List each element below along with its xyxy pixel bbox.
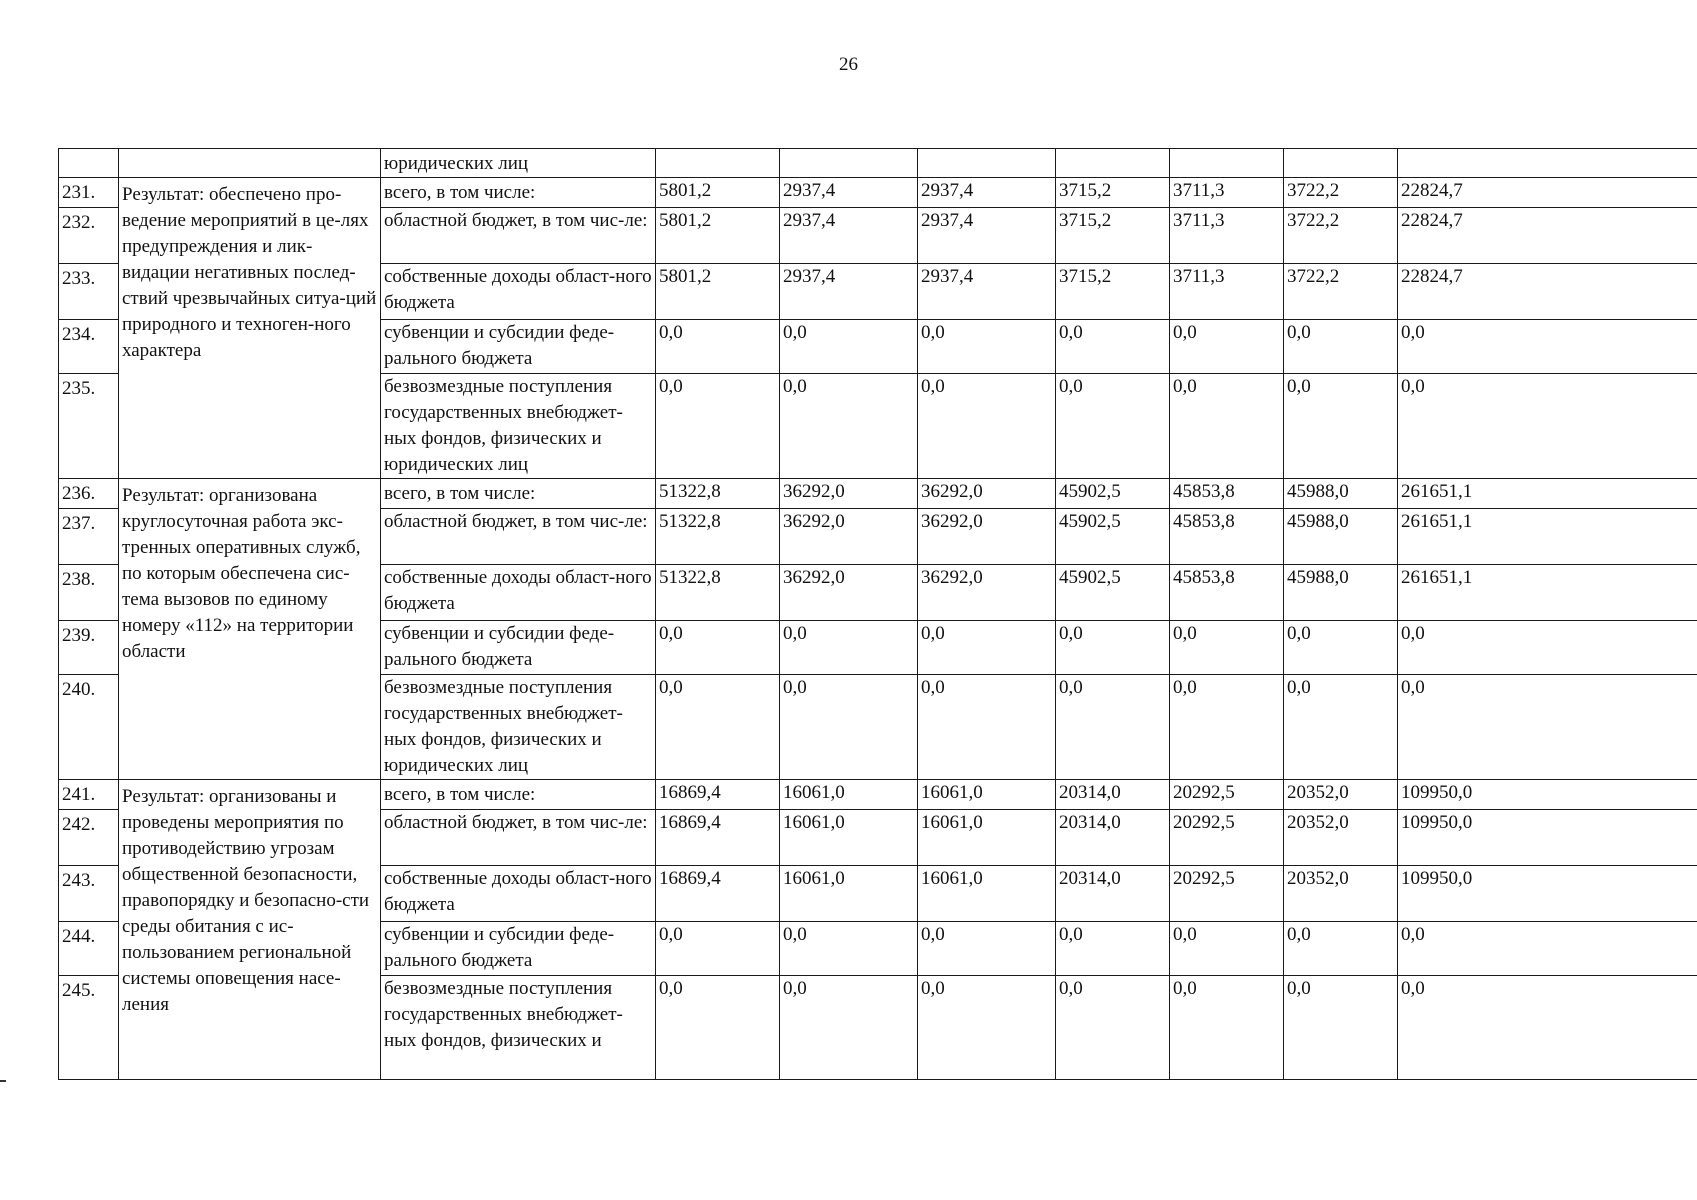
value-cell: 45902,5 <box>1056 479 1170 509</box>
value-cell: 0,0 <box>1056 976 1170 1080</box>
value-cell: 22824,7 <box>1398 264 1697 320</box>
row-number-cell: 237. <box>59 509 119 565</box>
value-cell: 0,0 <box>780 922 918 976</box>
source-cell: собственные доходы област-ного бюджета <box>381 565 656 621</box>
value-cell: 16061,0 <box>918 810 1056 866</box>
value-cell: 0,0 <box>1284 621 1398 675</box>
value-cell <box>780 149 918 178</box>
row-number-cell: 245. <box>59 976 119 1080</box>
value-cell: 0,0 <box>1170 976 1284 1080</box>
value-cell: 16061,0 <box>780 810 918 866</box>
result-cell: Результат: организованы и проведены мероприятия по противодействию угрозам общественной безопасности, правопорядку и безопасно-сти среды обитания с ис-пользованием региональной системы оповещения насе-ления <box>119 780 381 1080</box>
value-cell: 109950,0 <box>1398 780 1697 810</box>
row-number-cell: 239. <box>59 621 119 675</box>
row-number-cell: 241. <box>59 780 119 810</box>
value-cell: 0,0 <box>1398 976 1697 1080</box>
value-cell: 36292,0 <box>918 565 1056 621</box>
value-cell: 3711,3 <box>1170 208 1284 264</box>
value-cell: 36292,0 <box>780 565 918 621</box>
value-cell: 3722,2 <box>1284 178 1398 208</box>
source-cell: субвенции и субсидии феде-рального бюджета <box>381 621 656 675</box>
value-cell: 5801,2 <box>656 208 780 264</box>
row-number-cell: 231. <box>59 178 119 208</box>
value-cell: 261651,1 <box>1398 479 1697 509</box>
value-cell: 0,0 <box>1284 976 1398 1080</box>
value-cell: 2937,4 <box>918 264 1056 320</box>
value-cell: 45988,0 <box>1284 509 1398 565</box>
value-cell: 51322,8 <box>656 509 780 565</box>
value-cell: 0,0 <box>1170 320 1284 374</box>
value-cell: 3711,3 <box>1170 178 1284 208</box>
value-cell: 45988,0 <box>1284 565 1398 621</box>
row-number-cell: 236. <box>59 479 119 509</box>
row-number-cell: 240. <box>59 675 119 780</box>
value-cell: 0,0 <box>1056 675 1170 780</box>
value-cell: 0,0 <box>1284 374 1398 479</box>
value-cell: 16869,4 <box>656 780 780 810</box>
value-cell <box>918 149 1056 178</box>
table-body <box>59 149 1697 1080</box>
source-cell: собственные доходы област-ного бюджета <box>381 866 656 922</box>
value-cell: 16061,0 <box>918 780 1056 810</box>
value-cell: 20352,0 <box>1284 810 1398 866</box>
value-cell: 36292,0 <box>780 479 918 509</box>
table-row <box>59 780 1697 810</box>
value-cell: 16869,4 <box>656 866 780 922</box>
value-cell: 0,0 <box>1056 621 1170 675</box>
value-cell: 0,0 <box>1284 320 1398 374</box>
value-cell <box>1284 149 1398 178</box>
value-cell: 51322,8 <box>656 479 780 509</box>
value-cell: 16061,0 <box>918 866 1056 922</box>
source-cell: безвозмездные поступления государственных внебюджет-ных фондов, физических и юридических лиц <box>381 374 656 479</box>
table-row <box>59 178 1697 208</box>
value-cell: 0,0 <box>1398 374 1697 479</box>
value-cell: 20352,0 <box>1284 866 1398 922</box>
value-cell: 0,0 <box>656 320 780 374</box>
value-cell: 0,0 <box>780 320 918 374</box>
result-cell <box>119 149 381 178</box>
value-cell: 0,0 <box>918 922 1056 976</box>
value-cell: 20292,5 <box>1170 810 1284 866</box>
value-cell: 2937,4 <box>918 178 1056 208</box>
value-cell: 2937,4 <box>780 208 918 264</box>
source-cell: безвозмездные поступления государственных внебюджет-ных фондов, физических и юридических лиц <box>381 675 656 780</box>
value-cell: 0,0 <box>1398 675 1697 780</box>
value-cell: 0,0 <box>1284 922 1398 976</box>
source-cell: всего, в том числе: <box>381 479 656 509</box>
value-cell: 109950,0 <box>1398 866 1697 922</box>
value-cell: 3722,2 <box>1284 264 1398 320</box>
source-cell: всего, в том числе: <box>381 178 656 208</box>
value-cell: 16061,0 <box>780 780 918 810</box>
value-cell: 0,0 <box>780 675 918 780</box>
page-number: 26 <box>839 54 858 75</box>
result-cell: Результат: обеспечено про-ведение мероприятий в це-лях предупреждения и лик-видации негативных послед-ствий чрезвычайных ситуа-ций природного и техноген-ного характера <box>119 178 381 479</box>
value-cell: 0,0 <box>918 621 1056 675</box>
value-cell: 20292,5 <box>1170 866 1284 922</box>
value-cell: 45902,5 <box>1056 565 1170 621</box>
value-cell: 3715,2 <box>1056 178 1170 208</box>
value-cell: 0,0 <box>1056 374 1170 479</box>
value-cell: 0,0 <box>780 621 918 675</box>
budget-table <box>58 148 1697 1080</box>
value-cell <box>1056 149 1170 178</box>
value-cell: 0,0 <box>656 621 780 675</box>
value-cell: 0,0 <box>1056 320 1170 374</box>
row-number-cell: 243. <box>59 866 119 922</box>
value-cell: 20292,5 <box>1170 780 1284 810</box>
value-cell: 0,0 <box>918 976 1056 1080</box>
value-cell: 0,0 <box>656 922 780 976</box>
value-cell: 0,0 <box>656 976 780 1080</box>
source-cell: юридических лиц <box>381 149 656 178</box>
value-cell: 20314,0 <box>1056 780 1170 810</box>
row-number-cell: 238. <box>59 565 119 621</box>
value-cell: 16061,0 <box>780 866 918 922</box>
value-cell <box>1398 149 1697 178</box>
value-cell: 0,0 <box>780 976 918 1080</box>
value-cell: 3711,3 <box>1170 264 1284 320</box>
value-cell <box>1170 149 1284 178</box>
source-cell: областной бюджет, в том чис-ле: <box>381 208 656 264</box>
row-number-cell: 235. <box>59 374 119 479</box>
value-cell: 16869,4 <box>656 810 780 866</box>
result-cell: Результат: организована круглосуточная работа экс-тренных оперативных служб, по которым обеспечена сис-тема вызовов по единому номеру «112» на территории области <box>119 479 381 780</box>
source-cell: субвенции и субсидии феде-рального бюджета <box>381 320 656 374</box>
value-cell: 36292,0 <box>918 479 1056 509</box>
source-cell: субвенции и субсидии феде-рального бюджета <box>381 922 656 976</box>
value-cell: 36292,0 <box>918 509 1056 565</box>
value-cell: 0,0 <box>918 675 1056 780</box>
row-number-cell: 233. <box>59 264 119 320</box>
value-cell: 22824,7 <box>1398 208 1697 264</box>
value-cell: 0,0 <box>918 374 1056 479</box>
value-cell: 3715,2 <box>1056 264 1170 320</box>
source-cell: собственные доходы област-ного бюджета <box>381 264 656 320</box>
row-number-cell <box>59 149 119 178</box>
value-cell: 0,0 <box>656 374 780 479</box>
value-cell: 2937,4 <box>780 264 918 320</box>
value-cell: 20314,0 <box>1056 810 1170 866</box>
source-cell: областной бюджет, в том чис-ле: <box>381 810 656 866</box>
row-number-cell: 234. <box>59 320 119 374</box>
value-cell: 0,0 <box>1284 675 1398 780</box>
value-cell: 45853,8 <box>1170 509 1284 565</box>
value-cell: 0,0 <box>1170 922 1284 976</box>
value-cell: 3715,2 <box>1056 208 1170 264</box>
value-cell: 0,0 <box>918 320 1056 374</box>
value-cell: 3722,2 <box>1284 208 1398 264</box>
value-cell: 45988,0 <box>1284 479 1398 509</box>
value-cell: 0,0 <box>1170 675 1284 780</box>
value-cell: 51322,8 <box>656 565 780 621</box>
table-row-continuation <box>59 149 1697 178</box>
value-cell: 261651,1 <box>1398 565 1697 621</box>
value-cell: 45902,5 <box>1056 509 1170 565</box>
source-cell: всего, в том числе: <box>381 780 656 810</box>
value-cell: 109950,0 <box>1398 810 1697 866</box>
value-cell: 45853,8 <box>1170 479 1284 509</box>
value-cell: 5801,2 <box>656 178 780 208</box>
value-cell: 0,0 <box>1056 922 1170 976</box>
value-cell: 0,0 <box>1398 922 1697 976</box>
value-cell: 0,0 <box>1170 374 1284 479</box>
value-cell <box>656 149 780 178</box>
value-cell: 20314,0 <box>1056 866 1170 922</box>
value-cell: 0,0 <box>656 675 780 780</box>
value-cell: 0,0 <box>1170 621 1284 675</box>
value-cell: 20352,0 <box>1284 780 1398 810</box>
table-row <box>59 479 1697 509</box>
value-cell: 22824,7 <box>1398 178 1697 208</box>
value-cell: 45853,8 <box>1170 565 1284 621</box>
value-cell: 2937,4 <box>918 208 1056 264</box>
value-cell: 0,0 <box>780 374 918 479</box>
row-number-cell: 242. <box>59 810 119 866</box>
source-cell: безвозмездные поступления государственных внебюджет-ных фондов, физических и <box>381 976 656 1080</box>
value-cell: 36292,0 <box>780 509 918 565</box>
row-number-cell: 232. <box>59 208 119 264</box>
value-cell: 5801,2 <box>656 264 780 320</box>
value-cell: 261651,1 <box>1398 509 1697 565</box>
value-cell: 2937,4 <box>780 178 918 208</box>
value-cell: 0,0 <box>1398 320 1697 374</box>
source-cell: областной бюджет, в том чис-ле: <box>381 509 656 565</box>
value-cell: 0,0 <box>1398 621 1697 675</box>
scan-edge-mark <box>0 1080 6 1082</box>
row-number-cell: 244. <box>59 922 119 976</box>
